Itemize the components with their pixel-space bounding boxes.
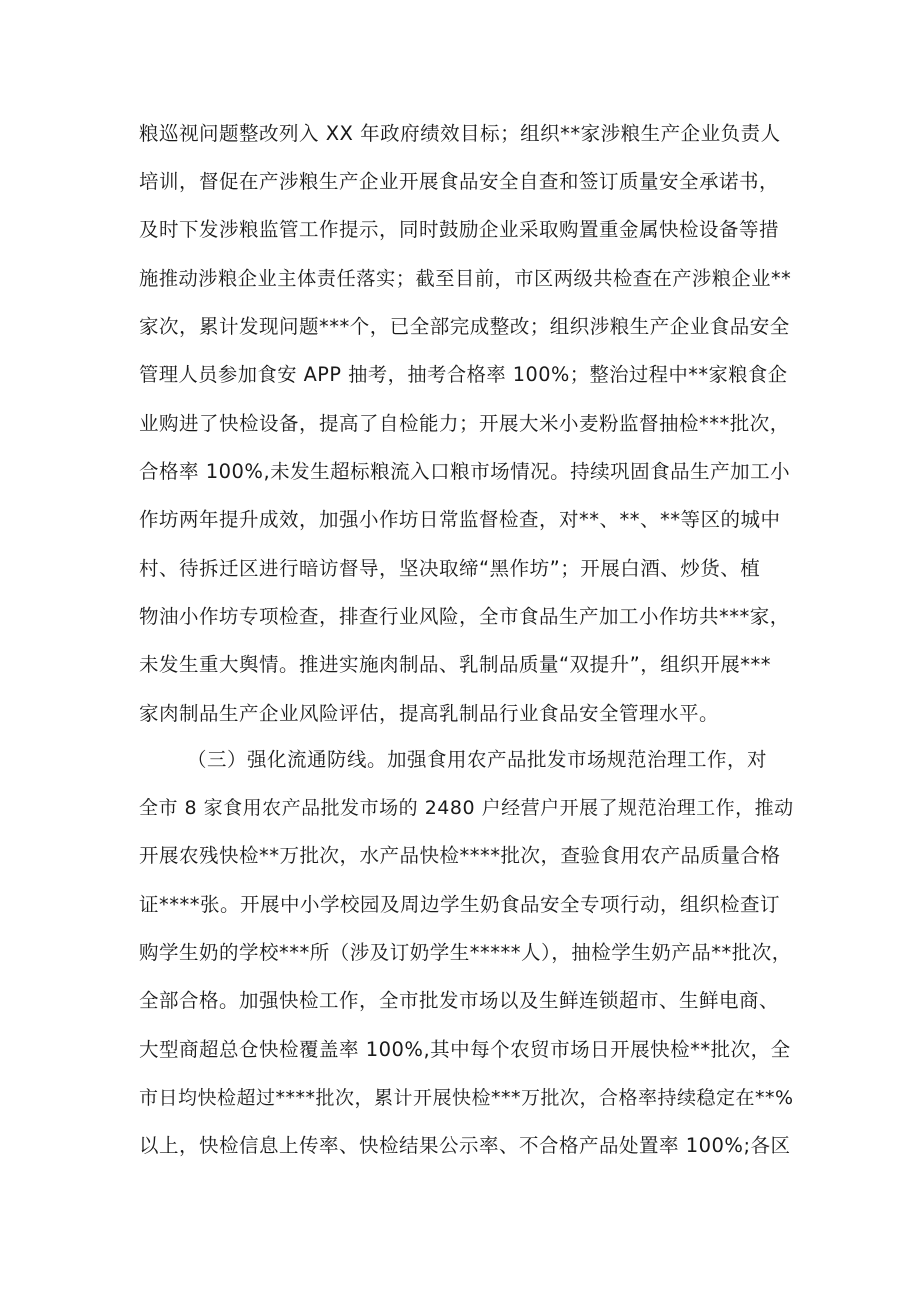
paragraph-line: 家次，累计发现问题***个，已全部完成整改；组织涉粮生产企业食品安全 — [139, 315, 790, 338]
paragraph-line: 以上，快检信息上传率、快检结果公示率、不合格产品处置率 100%;各区 — [139, 1134, 791, 1157]
paragraph-line: 管理人员参加食安 APP 抽考，抽考合格率 100%；整治过程中**家粮食企 — [139, 363, 788, 386]
paragraph-line: 合格率 100%,未发生超标粮流入口粮市场情况。持续巩固食品生产加工小 — [139, 460, 791, 483]
paragraph-line: 业购进了快检设备，提高了自检能力；开展大米小麦粉监督抽检***批次， — [139, 412, 790, 435]
paragraph-line: 未发生重大舆情。推进实施肉制品、乳制品质量“双提升”，组织开展*** — [139, 653, 771, 676]
paragraph-line: 全市 8 家食用农产品批发市场的 2480 户经营户开展了规范治理工作，推动 — [139, 797, 794, 819]
paragraph-line: 全部合格。加强快检工作，全市批发市场以及生鲜连锁超市、生鲜电商、 — [139, 989, 780, 1012]
paragraph-line: 家肉制品生产企业风险评估，提高乳制品行业食品安全管理水平。 — [139, 702, 720, 725]
paragraph-line: 开展农残快检**万批次，水产品快检****批次，查验食用农产品质量合格 — [139, 844, 781, 867]
paragraph-line: 市日均快检超过****批次，累计开展快检***万批次，合格率持续稳定在**% — [139, 1087, 794, 1109]
paragraph-line: 培训，督促在产涉粮生产企业开展食品安全自查和签订质量安全承诺书， — [139, 170, 780, 193]
paragraph-line: 及时下发涉粮监管工作提示，同时鼓励企业采取购置重金属快检设备等措 — [139, 218, 780, 241]
paragraph-line: 粮巡视问题整改列入 XX 年政府绩效目标；组织**家涉粮生产企业负责人 — [139, 122, 781, 145]
paragraph-line: 购学生奶的学校***所（涉及订奶学生*****人），抽检学生奶产品**批次， — [139, 941, 792, 964]
paragraph-line: 大型商超总仓快检覆盖率 100%,其中每个农贸市场日开展快检**批次，全 — [139, 1038, 791, 1061]
paragraph-line: 施推动涉粮企业主体责任落实；截至目前，市区两级共检查在产涉粮企业** — [139, 267, 792, 290]
paragraph-line: 物油小作坊专项检查，排查行业风险，全市食品生产加工小作坊共***家， — [139, 605, 790, 628]
paragraph-line: 作坊两年提升成效，加强小作坊日常监督检查，对**、**、**等区的城中 — [139, 508, 781, 531]
paragraph-line: 证****张。开展中小学校园及周边学生奶食品安全专项行动，组织检查订 — [139, 893, 781, 916]
paragraph-line: 村、待拆迁区进行暗访督导，坚决取缔“黑作坊”；开展白酒、炒货、植 — [139, 557, 761, 580]
paragraph-line: （三）强化流通防线。加强食用农产品批发市场规范治理工作，对 — [187, 748, 768, 771]
